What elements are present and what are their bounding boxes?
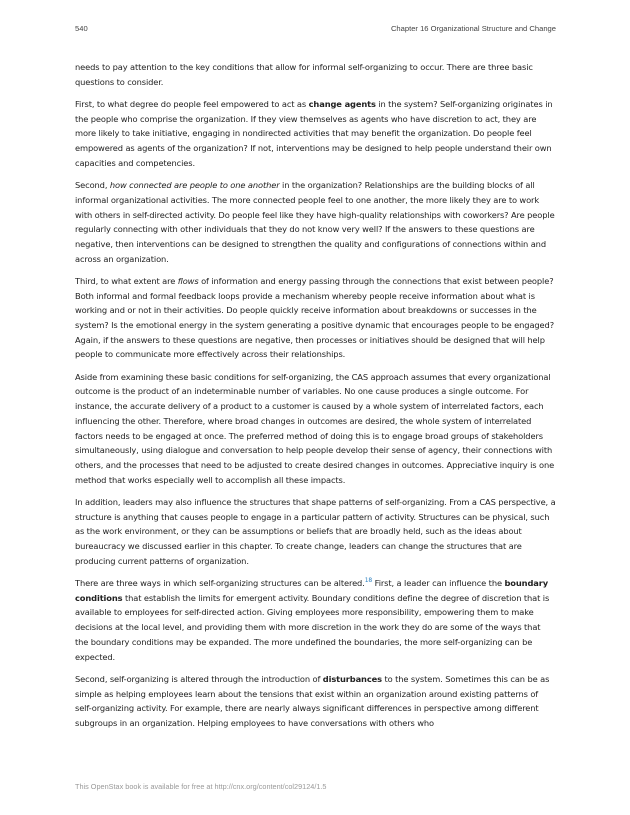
paragraph-4-text-b: of information and energy passing through the connections that exist between people? Both informal and formal feedback loops provide a mechanism whereby people receive information about what is working and or not in their activities. Do people quickly receive information about breakdowns or successes in the system? Is the emotional energy in the system generating a positive dynamic that encourages people to be engaged? Again, if the answers to these questions are negative, then processes or initiatives should be designed that will help people to communicate more effectively across their relationships. <box>75 275 554 360</box>
paragraph-8-text-b: to the system. Sometimes this can be as simple as helping employees learn about the tensions that exist within an organization around existing patterns of self-organizing activity. For example, there are nearly always significant differences in perspective among different subgroups in an organization. Helping employees to have conversations with others who <box>75 673 550 728</box>
term-change-agents: change agents <box>308 99 376 109</box>
paragraph-7 <box>75 576 556 664</box>
running-header-chapter: Chapter 16 Organizational Structure and Change <box>390 24 556 33</box>
paragraph-2-text-b: in the system? Self-organizing originates in the people who comprise the organization. If they view themselves as agents who have discretion to act, they are more likely to take initiative, engaging in nondirected activities that may benefit the organization. Do people feel empowered as agents of the organization? If not, interventions may be designed to help people understand their own capacities and competencies. <box>75 99 553 168</box>
paragraph-2-text-a: First, to what degree do people feel empowered to act as <box>75 99 309 109</box>
paragraph-3-text-b: in the organization? Relationships are the building blocks of all informal organizational activities. The more connected people feel to one another, the more likely they are to work with others in self-directed activity. Do people feel like they have high-quality relationships with coworkers? Are people regularly connecting with other individuals that they do not know very well? If the answers to these questions are negative, then interventions can be designed to strengthen the quality and configurations of connections within and across an organization. <box>75 180 555 264</box>
paragraph-3-text-a: Second, <box>75 180 110 191</box>
body-text <box>75 60 556 738</box>
paragraph-7-text-a: There are three ways in which self-organizing structures can be altered. <box>75 578 365 589</box>
paragraph-6: In addition, leaders may also influence the structures that shape patterns of self-organizing. From a CAS perspective, a structure is anything that causes people to engage in a particular pattern of activity. Structures can be physical, such as the work environment, or they can be assumptions or beliefs that are broadly held, such as the ideas about bureaucracy we discussed earlier in this chapter. To create change, leaders can change the structures that are producing current patterns of organization. <box>75 496 556 566</box>
term-boundary-conditions: boundary conditions <box>75 578 548 603</box>
paragraph-7-text-b: First, a leader can influence the <box>372 578 505 589</box>
page-number: 540 <box>75 24 88 33</box>
paragraph-8-text-a: Second, self-organizing is altered through the introduction of <box>75 673 323 684</box>
term-disturbances: disturbances <box>322 673 382 684</box>
paragraph-4 <box>75 274 556 362</box>
paragraph-4-text-a: Third, to what extent are <box>75 275 178 286</box>
paragraph-2 <box>75 97 556 171</box>
emphasis-flows: flows <box>177 275 199 286</box>
paragraph-3 <box>75 178 556 266</box>
paragraph-8 <box>75 672 556 731</box>
paragraph-1: needs to pay attention to the key conditions that allow for informal self-organizing to occur. There are three basic questions to consider. <box>75 62 533 87</box>
citation-link[interactable]: 18 <box>364 577 373 585</box>
footer-availability-note: This OpenStax book is available for free at http://cnx.org/content/col29124/1.5 <box>75 782 327 791</box>
emphasis-connected: how connected are people to one another <box>109 180 280 191</box>
paragraph-7-text-c: that establish the limits for emergent activity. Boundary conditions define the degree of discretion that is available to employees for self-directed action. Giving employees more responsibility, empowering them to make decisions at the local level, and providing them with more discretion in the work they do are some of the ways that the boundary conditions may be expanded. The more undefined the boundaries, the more self-organizing can be expected. <box>75 592 550 662</box>
paragraph-5: Aside from examining these basic conditions for self-organizing, the CAS approach assumes that every organizational outcome is the product of an indeterminable number of variables. No one cause produces a single outcome. For instance, the accurate delivery of a product to a customer is caused by a whole system of interrelated factors, each influencing the other. Therefore, where broad changes in outcomes are desired, the whole system of interrelated factors needs to be engaged at once. The preferred method of doing this is to engage broad groups of stakeholders simultaneously, using dialogue and conversation to help people develop their sense of agency, their connections with others, and the processes that need to be adjusted to create desired changes in outcomes. Appreciative inquiry is one method that works especially well to accomplish all these impacts. <box>75 371 555 485</box>
